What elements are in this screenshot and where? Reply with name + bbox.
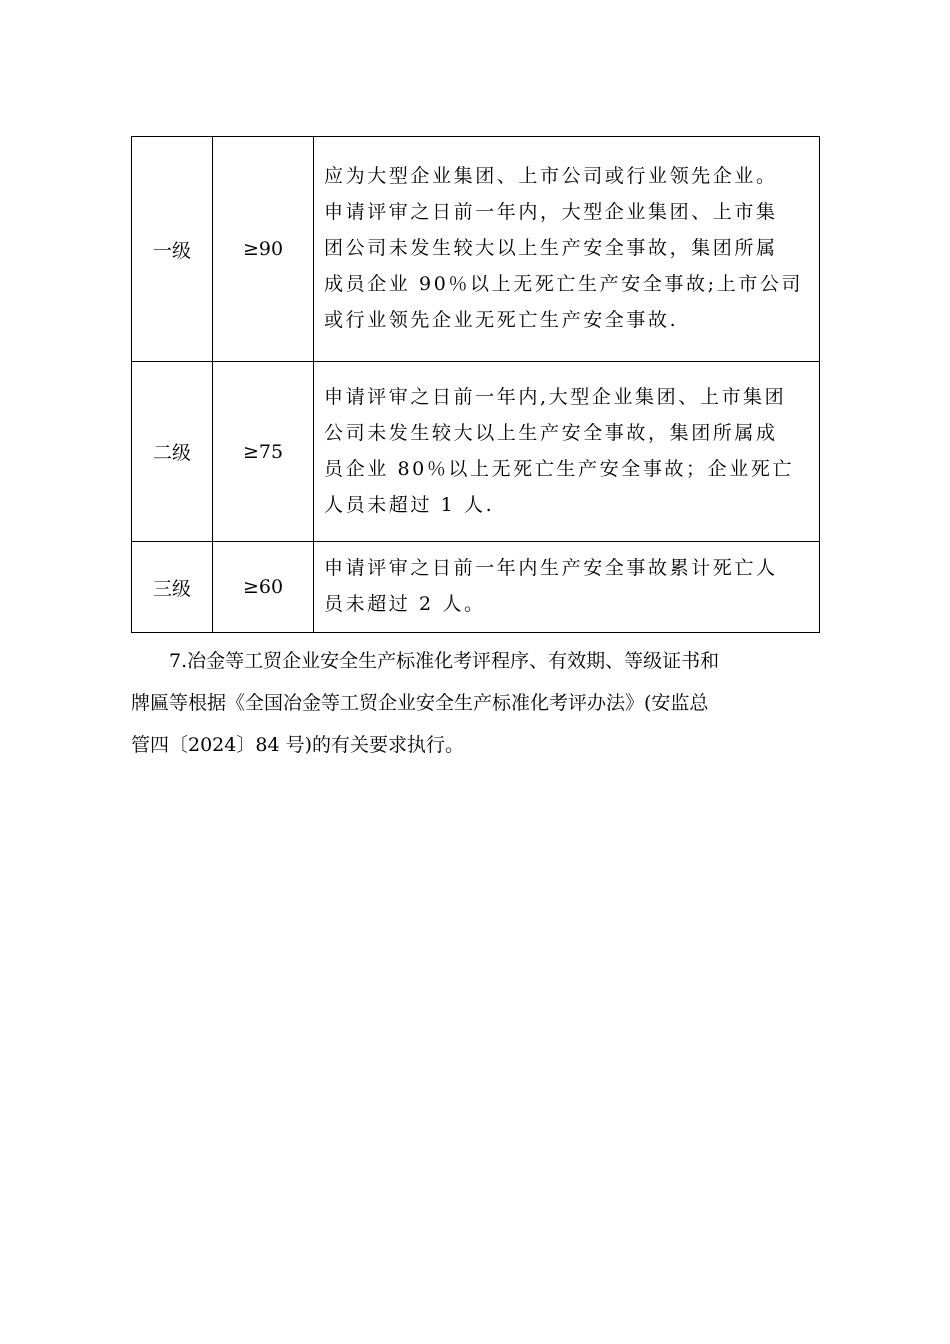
evaluation-procedure-note xyxy=(131,640,821,766)
note-line: 管四〔2024〕84 号)的有关要求执行。 xyxy=(131,734,464,756)
table-row xyxy=(132,362,820,542)
score-threshold: ≥60 xyxy=(213,542,314,633)
requirement-line: 团公司未发生较大以上生产安全事故，集团所属 xyxy=(324,237,778,259)
requirement-line: 或行业领先企业无死亡生产安全事故. xyxy=(324,309,679,331)
requirement-line: 成员企业 90％以上无死亡生产安全事故;上市公司 xyxy=(324,273,804,295)
requirement-line: 申请评审之日前一年内,大型企业集团、上市集团 xyxy=(324,385,787,408)
requirement-cell xyxy=(314,137,820,362)
note-line: 7.冶金等工贸企业安全生产标准化考评程序、有效期、等级证书和 xyxy=(169,650,720,672)
requirement-line: 申请评审之日前一年内，大型企业集团、上市集 xyxy=(324,201,778,223)
requirement-line: 公司未发生较大以上生产安全事故，集团所属成 xyxy=(324,421,778,444)
grade-level: 三级 xyxy=(132,542,213,633)
grade-criteria-table xyxy=(131,136,820,633)
requirement-line: 员未超过 2 人。 xyxy=(324,593,486,615)
requirement-line: 应为大型企业集团、上市公司或行业领先企业。 xyxy=(324,165,778,187)
requirement-cell xyxy=(314,542,820,633)
requirement-cell xyxy=(314,362,820,542)
requirement-line: 人员未超过 1 人. xyxy=(324,493,495,516)
score-threshold: ≥75 xyxy=(213,362,314,542)
table-row xyxy=(132,137,820,362)
table-row xyxy=(132,542,820,633)
requirement-line: 员企业 80％以上无死亡生产安全事故；企业死亡 xyxy=(324,457,795,480)
grade-level: 二级 xyxy=(132,362,213,542)
requirement-line: 申请评审之日前一年内生产安全事故累计死亡人 xyxy=(324,557,778,579)
note-line: 牌匾等根据《全国冶金等工贸企业安全生产标准化考评办法》(安监总 xyxy=(131,692,709,714)
score-threshold: ≥90 xyxy=(213,137,314,362)
grade-level: 一级 xyxy=(132,137,213,362)
